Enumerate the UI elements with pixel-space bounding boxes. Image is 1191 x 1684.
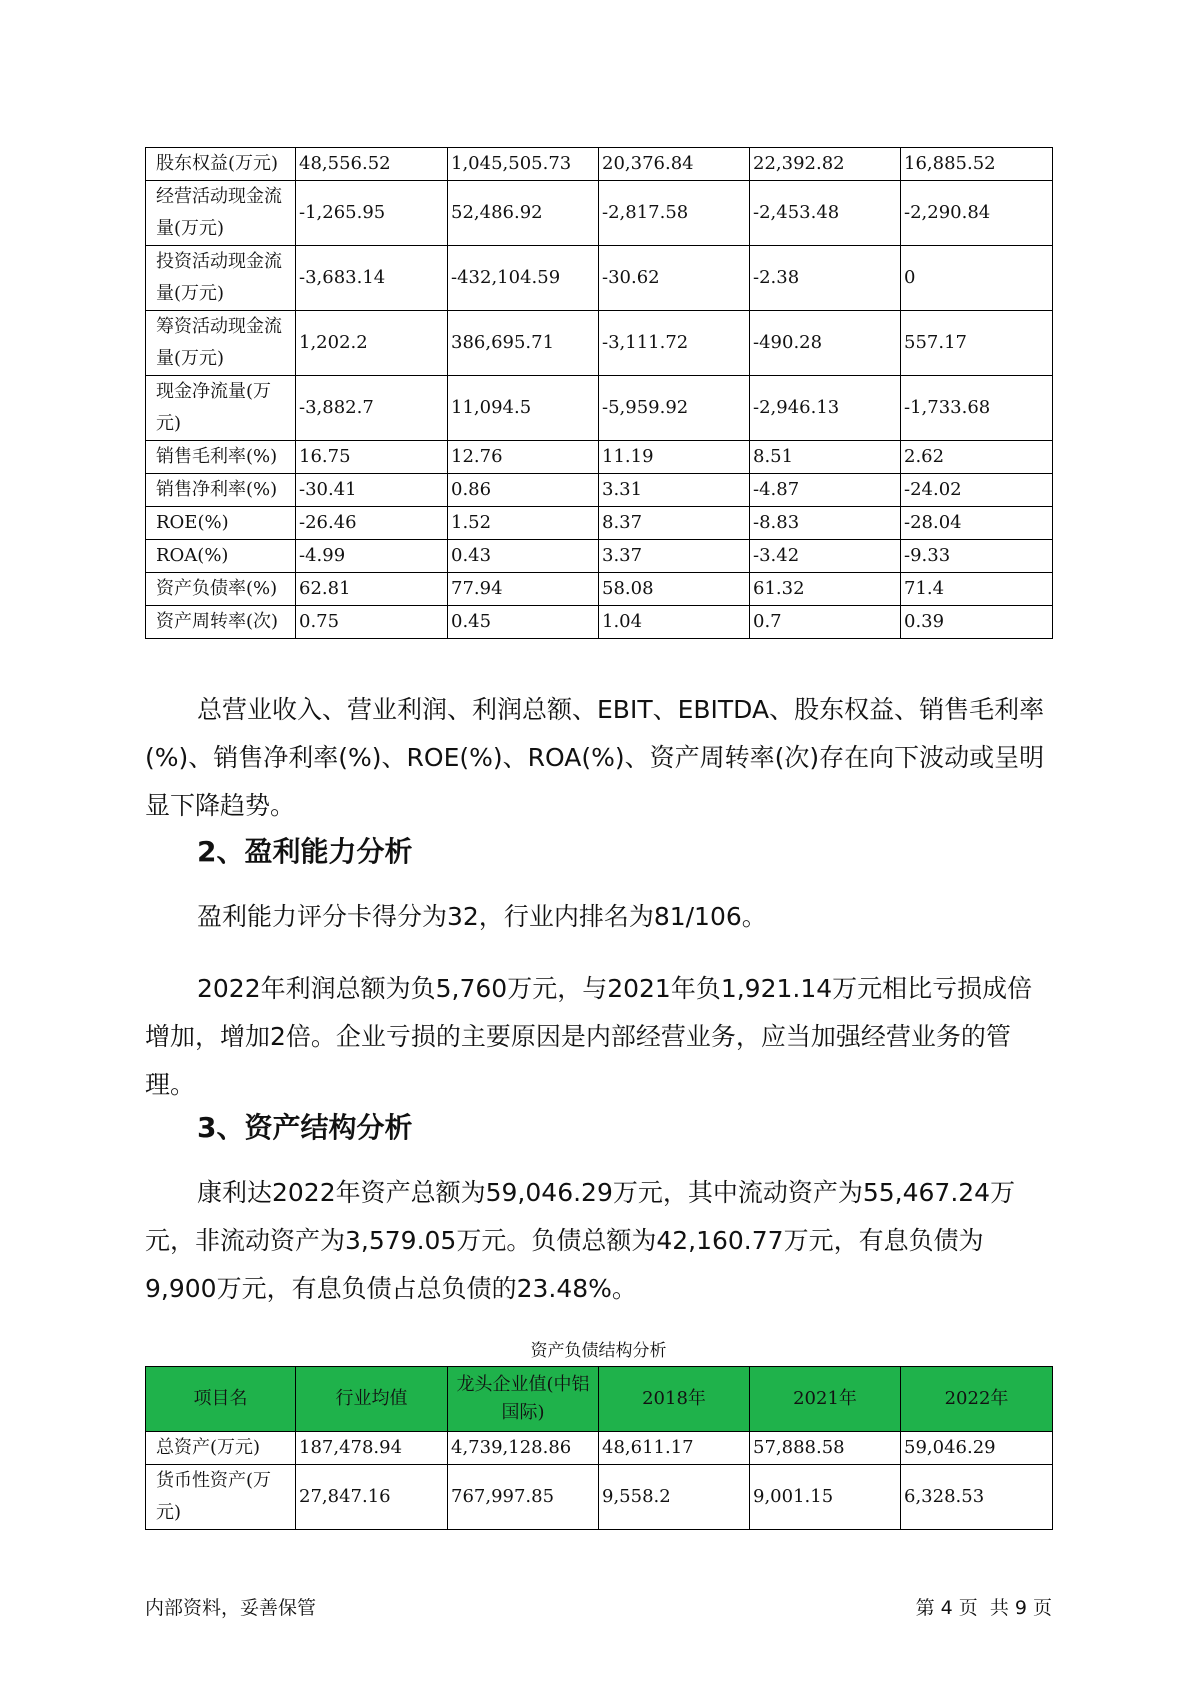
cell: 0.75	[296, 606, 448, 639]
section-heading-asset-structure: 3、资产结构分析	[197, 1111, 413, 1144]
cell: 71.4	[901, 573, 1053, 606]
cell: 16,885.52	[901, 148, 1053, 181]
cell: 27,847.16	[296, 1465, 448, 1530]
cell: 0.45	[448, 606, 599, 639]
cell: -3,111.72	[599, 311, 750, 376]
cell: 3.31	[599, 474, 750, 507]
cell: 48,611.17	[599, 1432, 750, 1465]
cell: 187,478.94	[296, 1432, 448, 1465]
cell: 386,695.71	[448, 311, 599, 376]
cell: -26.46	[296, 507, 448, 540]
cell: -3,882.7	[296, 376, 448, 441]
table-row	[146, 181, 1053, 246]
column-header: 龙头企业值(中铝国际)	[448, 1367, 599, 1432]
table-header-row	[146, 1367, 1053, 1432]
cell: 11,094.5	[448, 376, 599, 441]
table-row	[146, 311, 1053, 376]
cell: 52,486.92	[448, 181, 599, 246]
asset-structure-paragraph: 康利达2022年资产总额为59,046.29万元，其中流动资产为55,467.24万元，非流动资产为3,579.05万元。负债总额为42,160.77万元，有息负债为9,900万元，有息负债占总负债的23.48%。	[145, 1178, 1016, 1303]
table-caption: 资产负债结构分析	[530, 1341, 667, 1361]
cell: 1,045,505.73	[448, 148, 599, 181]
cell: 11.19	[599, 441, 750, 474]
row-label: ROE(%)	[146, 507, 296, 540]
cell: 1.04	[599, 606, 750, 639]
profitability-score-paragraph: 盈利能力评分卡得分为32，行业内排名为81/106。	[197, 902, 767, 931]
cell: 8.51	[750, 441, 901, 474]
cell: -2,453.48	[750, 181, 901, 246]
row-label: 资产周转率(次)	[146, 606, 296, 639]
table-row	[146, 540, 1053, 573]
cell: -2,817.58	[599, 181, 750, 246]
column-header: 2021年	[750, 1367, 901, 1432]
cell: -24.02	[901, 474, 1053, 507]
cell: -8.83	[750, 507, 901, 540]
cell: -28.04	[901, 507, 1053, 540]
row-label: 经营活动现金流量(万元)	[146, 181, 296, 246]
row-label: 货币性资产(万元)	[146, 1465, 296, 1530]
footer-confidential-note: 内部资料，妥善保管	[145, 1597, 317, 1619]
cell: -9.33	[901, 540, 1053, 573]
cell: -30.62	[599, 246, 750, 311]
financial-indicators-table	[145, 147, 1053, 639]
cell: -432,104.59	[448, 246, 599, 311]
table-row	[146, 573, 1053, 606]
cell: 59,046.29	[901, 1432, 1053, 1465]
row-label: 投资活动现金流量(万元)	[146, 246, 296, 311]
table-row	[146, 376, 1053, 441]
table-row	[146, 148, 1053, 181]
cell: 57,888.58	[750, 1432, 901, 1465]
cell: -2,946.13	[750, 376, 901, 441]
cell: 1.52	[448, 507, 599, 540]
cell: 9,001.15	[750, 1465, 901, 1530]
table-row	[146, 441, 1053, 474]
table-row	[146, 246, 1053, 311]
cell: 58.08	[599, 573, 750, 606]
footer-page-number: 第 4 页 共 9 页	[915, 1597, 1052, 1619]
cell: 62.81	[296, 573, 448, 606]
column-header: 项目名	[146, 1367, 296, 1432]
cell: -2.38	[750, 246, 901, 311]
cell: 0.39	[901, 606, 1053, 639]
cell: 0.43	[448, 540, 599, 573]
cell: 0	[901, 246, 1053, 311]
cell: 12.76	[448, 441, 599, 474]
cell: 20,376.84	[599, 148, 750, 181]
cell: -2,290.84	[901, 181, 1053, 246]
cell: 1,202.2	[296, 311, 448, 376]
cell: 8.37	[599, 507, 750, 540]
cell: 6,328.53	[901, 1465, 1053, 1530]
table-row	[146, 606, 1053, 639]
cell: -490.28	[750, 311, 901, 376]
cell: -4.99	[296, 540, 448, 573]
cell: -5,959.92	[599, 376, 750, 441]
cell: 557.17	[901, 311, 1053, 376]
table-row	[146, 507, 1053, 540]
column-header: 行业均值	[296, 1367, 448, 1432]
cell: 22,392.82	[750, 148, 901, 181]
row-label: 股东权益(万元)	[146, 148, 296, 181]
cell: -30.41	[296, 474, 448, 507]
cell: 77.94	[448, 573, 599, 606]
cell: 48,556.52	[296, 148, 448, 181]
row-label: 筹资活动现金流量(万元)	[146, 311, 296, 376]
table-row	[146, 1465, 1053, 1530]
row-label: 总资产(万元)	[146, 1432, 296, 1465]
row-label: 现金净流量(万元)	[146, 376, 296, 441]
row-label: 销售净利率(%)	[146, 474, 296, 507]
cell: -1,265.95	[296, 181, 448, 246]
column-header: 2022年	[901, 1367, 1053, 1432]
cell: 9,558.2	[599, 1465, 750, 1530]
table-row	[146, 1432, 1053, 1465]
trend-summary-paragraph: 总营业收入、营业利润、利润总额、EBIT、EBITDA、股东权益、销售毛利率(%)、销售净利率(%)、ROE(%)、ROA(%)、资产周转率(次)存在向下波动或呈明显下降趋势。	[145, 695, 1045, 820]
cell: 2.62	[901, 441, 1053, 474]
cell: 767,997.85	[448, 1465, 599, 1530]
asset-liability-structure-table	[145, 1366, 1053, 1530]
cell: -4.87	[750, 474, 901, 507]
cell: 16.75	[296, 441, 448, 474]
cell: 61.32	[750, 573, 901, 606]
row-label: ROA(%)	[146, 540, 296, 573]
cell: 4,739,128.86	[448, 1432, 599, 1465]
cell: 0.7	[750, 606, 901, 639]
cell: 3.37	[599, 540, 750, 573]
cell: -1,733.68	[901, 376, 1053, 441]
row-label: 销售毛利率(%)	[146, 441, 296, 474]
column-header: 2018年	[599, 1367, 750, 1432]
row-label: 资产负债率(%)	[146, 573, 296, 606]
cell: -3.42	[750, 540, 901, 573]
section-heading-profitability: 2、盈利能力分析	[197, 835, 413, 868]
table-row	[146, 474, 1053, 507]
profitability-detail-paragraph: 2022年利润总额为负5,760万元，与2021年负1,921.14万元相比亏损成倍增加，增加2倍。企业亏损的主要原因是内部经营业务，应当加强经营业务的管理。	[145, 974, 1033, 1099]
cell: 0.86	[448, 474, 599, 507]
cell: -3,683.14	[296, 246, 448, 311]
